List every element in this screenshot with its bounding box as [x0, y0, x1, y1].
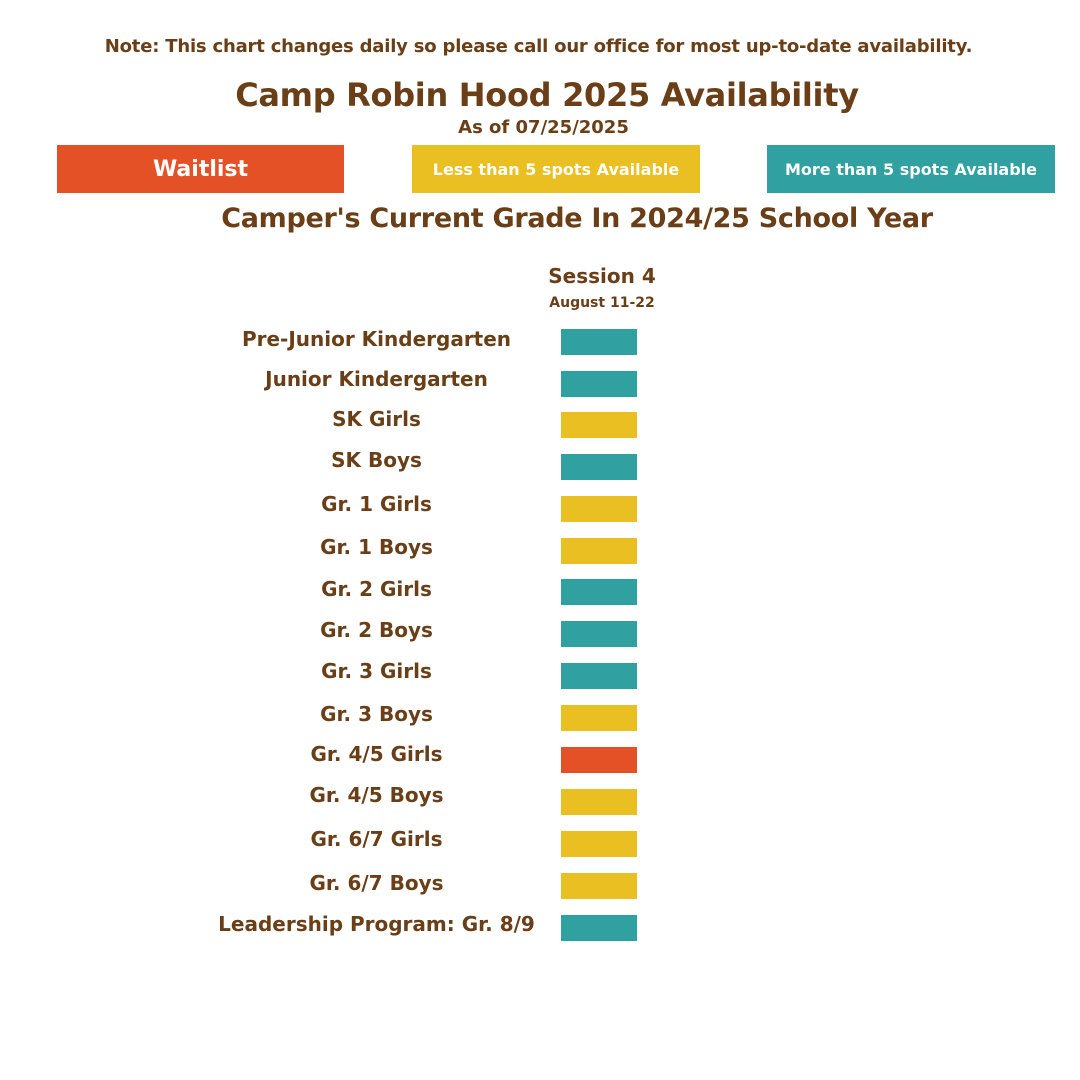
legend-less-than-5-label: Less than 5 spots Available: [432, 159, 680, 179]
row-label: Junior Kindergarten: [265, 367, 488, 391]
row-label: SK Girls: [332, 407, 421, 431]
legend-more-than-5: [767, 145, 1055, 193]
status-bar-less: [561, 705, 637, 731]
row-label: Gr. 4/5 Girls: [310, 742, 443, 766]
status-bar-waitlist: [561, 747, 637, 773]
as-of-date: As of 07/25/2025: [458, 117, 629, 138]
legend-less-than-5: [412, 145, 700, 193]
row-label: Gr. 1 Girls: [321, 492, 432, 516]
row-label: Leadership Program: Gr. 8/9: [218, 912, 535, 936]
status-bar-less: [561, 789, 637, 815]
status-bar-less: [561, 412, 637, 438]
row-label: Gr. 6/7 Boys: [309, 871, 444, 895]
row-label: Gr. 3 Girls: [321, 659, 432, 683]
status-bar-more: [561, 621, 637, 647]
page-title: Camp Robin Hood 2025 Availability: [235, 76, 859, 114]
row-label: Gr. 6/7 Girls: [310, 827, 443, 851]
status-bar-less: [561, 496, 637, 522]
row-label: Gr. 2 Boys: [320, 618, 433, 642]
status-bar-more: [561, 371, 637, 397]
status-bar-less: [561, 538, 637, 564]
legend-more-than-5-label: More than 5 spots Available: [784, 159, 1038, 179]
session-dates: August 11-22: [549, 295, 655, 311]
status-bar-more: [561, 915, 637, 941]
row-label: Gr. 1 Boys: [320, 535, 433, 559]
grade-heading: Camper's Current Grade In 2024/25 School Year: [221, 203, 933, 234]
row-label: Gr. 2 Girls: [321, 577, 432, 601]
status-bar-more: [561, 329, 637, 355]
status-bar-more: [561, 663, 637, 689]
status-bar-less: [561, 873, 637, 899]
status-bar-less: [561, 831, 637, 857]
status-bar-more: [561, 454, 637, 480]
row-label: SK Boys: [331, 448, 422, 472]
legend-waitlist: [57, 145, 344, 193]
note-text: Note: This chart changes daily so please call our office for most up-to-date availability.: [104, 36, 973, 57]
row-label: Gr. 3 Boys: [320, 702, 433, 726]
row-label: Pre-Junior Kindergarten: [241, 327, 512, 351]
legend-waitlist-label: Waitlist: [152, 156, 249, 182]
session-name: Session 4: [548, 264, 656, 288]
row-label: Gr. 4/5 Boys: [309, 783, 444, 807]
status-bar-more: [561, 579, 637, 605]
